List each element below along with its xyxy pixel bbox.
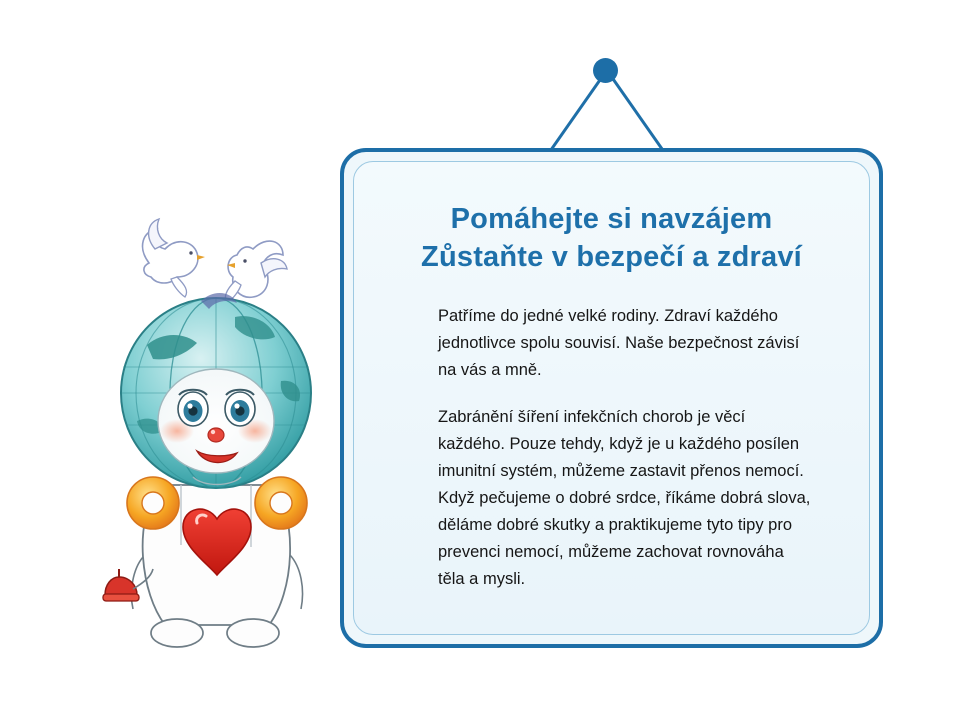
globe-mascot-svg <box>85 185 355 655</box>
headline-line-1: Pomáhejte si navzájem <box>450 203 773 235</box>
globe-head-icon <box>121 293 311 488</box>
headline-line-2: Zůstaňte v bezpečí a zdraví <box>421 241 802 274</box>
dove-left-icon <box>143 219 205 297</box>
paragraph-1: Patříme do jedné velké rodiny. Zdraví každého jednotlivce spolu souvisí. Naše bezpečnost závisí na vás a mně. <box>438 306 800 379</box>
shoulder-ring-right-icon <box>255 477 307 529</box>
globe-mascot-illustration <box>85 185 355 655</box>
sign-content <box>354 162 869 634</box>
shoulder-ring-left-icon <box>127 477 179 529</box>
body-copy <box>394 303 829 593</box>
hanging-sign <box>335 55 895 655</box>
paragraph-2: Zabránění šíření infekčních chorob je věcí každého. Pouze tehdy, když je u každého posílen imunitní systém, můžeme zastavit přenos nemocí. Když pečujeme o dobré srdce, říkáme dobrá slova, děláme dobré skutky a praktikujeme tyto tipy pro prevenci nemocí, můžeme zachovat rovnováha těla a mysli. <box>438 407 811 588</box>
dove-right-icon <box>225 241 287 303</box>
page-title <box>394 200 829 277</box>
sign-board-inner-border <box>353 161 870 635</box>
hanging-knob <box>593 58 618 83</box>
sign-board <box>340 148 883 648</box>
